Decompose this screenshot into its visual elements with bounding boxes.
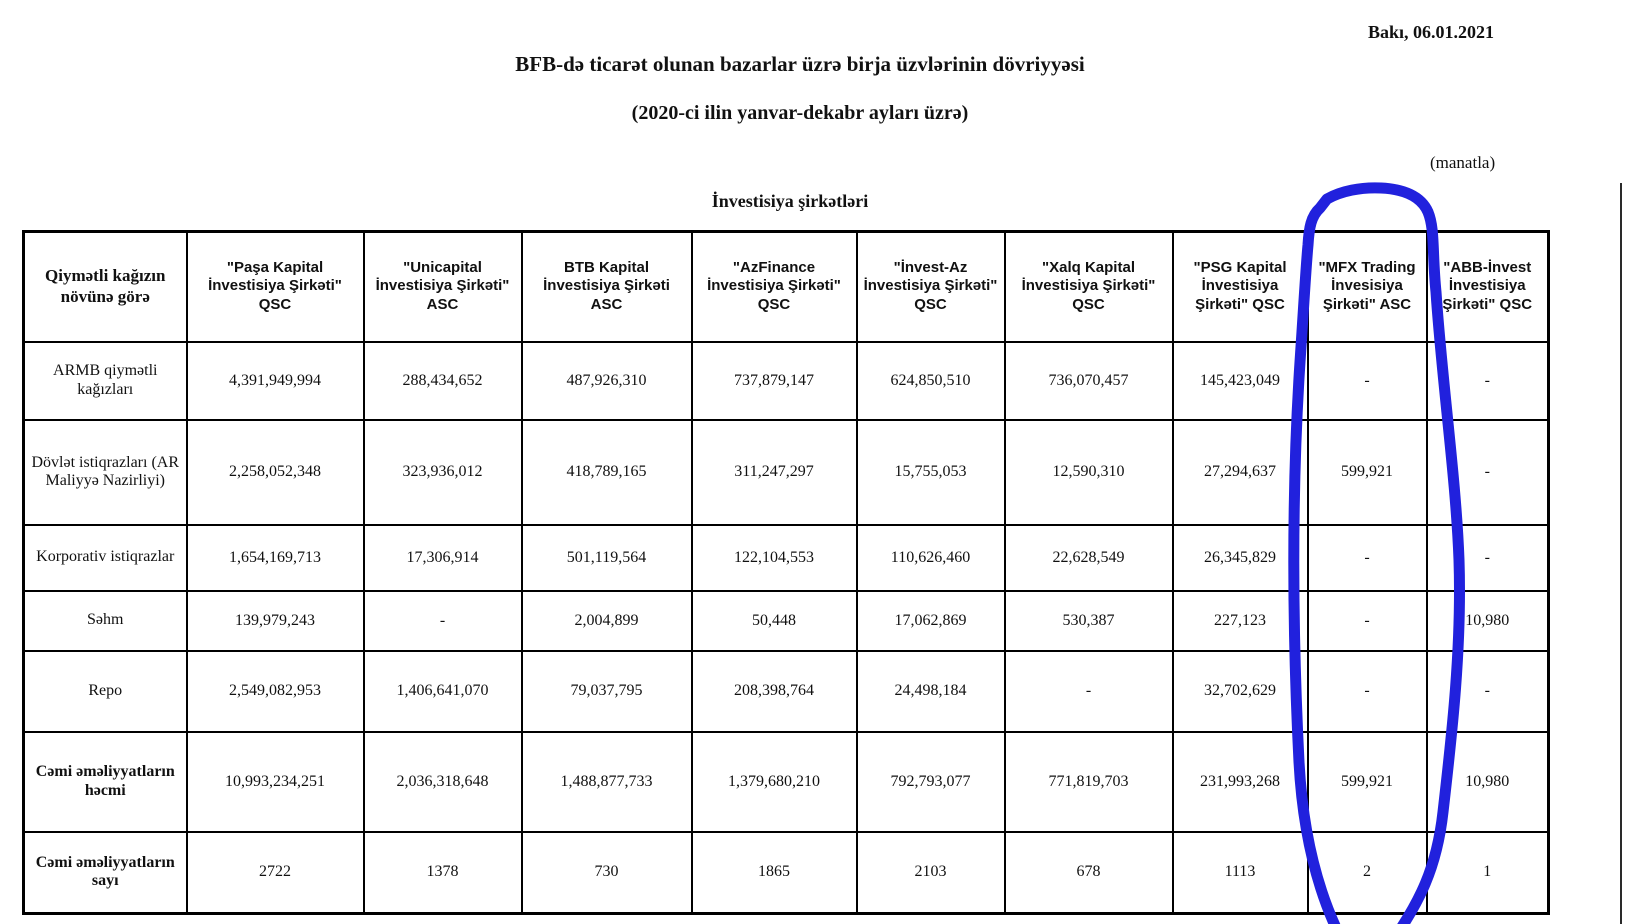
column-header-company: "Paşa Kapital İnvestisiya Şirkəti" QSC <box>187 232 364 342</box>
table-cell: 139,979,243 <box>187 591 364 651</box>
table-cell: 624,850,510 <box>857 342 1005 420</box>
table-cell: 730 <box>522 832 692 914</box>
table-cell: 487,926,310 <box>522 342 692 420</box>
document-title: BFB-də ticarət olunan bazarlar üzrə birja üzvlərinin dövriyyəsi <box>515 52 1085 76</box>
table-cell: 208,398,764 <box>692 651 857 732</box>
table-row <box>24 525 1549 591</box>
table-cell: 50,448 <box>692 591 857 651</box>
table-cell: 1113 <box>1173 832 1308 914</box>
table-continuation-border <box>1620 183 1622 924</box>
table-cell: - <box>1308 525 1427 591</box>
table-cell: 15,755,053 <box>857 420 1005 525</box>
table-cell: 1 <box>1427 832 1549 914</box>
row-label: Dövlət istiqrazları (AR Maliyyə Nazirliyi) <box>24 420 187 525</box>
table-cell: 32,702,629 <box>1173 651 1308 732</box>
table-cell: 2,004,899 <box>522 591 692 651</box>
table-row <box>24 651 1549 732</box>
column-header-company: "Xalq Kapital İnvestisiya Şirkəti" QSC <box>1005 232 1173 342</box>
table-cell: 1,654,169,713 <box>187 525 364 591</box>
table-cell: 231,993,268 <box>1173 732 1308 832</box>
table-cell: 10,980 <box>1427 732 1549 832</box>
column-header-company: BTB Kapital İnvestisiya Şirkəti ASC <box>522 232 692 342</box>
table-cell: 599,921 <box>1308 420 1427 525</box>
table-cell: 17,306,914 <box>364 525 522 591</box>
table-cell: 288,434,652 <box>364 342 522 420</box>
table-cell: 736,070,457 <box>1005 342 1173 420</box>
currency-unit-note: (manatla) <box>1430 153 1496 172</box>
column-header-security-type: Qiymətli kağızın növünə görə <box>24 232 187 342</box>
table-cell: 2,549,082,953 <box>187 651 364 732</box>
table-cell: 792,793,077 <box>857 732 1005 832</box>
row-label: Cəmi əməliyyatların həcmi <box>24 732 187 832</box>
table-cell: 737,879,147 <box>692 342 857 420</box>
row-label: Cəmi əməliyyatların sayı <box>24 832 187 914</box>
table-cell: 771,819,703 <box>1005 732 1173 832</box>
table-cell: 122,104,553 <box>692 525 857 591</box>
table-cell: 1865 <box>692 832 857 914</box>
table-cell: 227,123 <box>1173 591 1308 651</box>
table-cell: - <box>1308 591 1427 651</box>
column-header-company: "Unicapital İnvestisiya Şirkəti" ASC <box>364 232 522 342</box>
table-cell: - <box>1427 420 1549 525</box>
table-header <box>24 232 1549 342</box>
table-row <box>24 832 1549 914</box>
table-cell: - <box>1005 651 1173 732</box>
table-cell: 530,387 <box>1005 591 1173 651</box>
document-date: Bakı, 06.01.2021 <box>1368 22 1495 42</box>
table-cell: 2,258,052,348 <box>187 420 364 525</box>
table-group-header: İnvestisiya şirkətləri <box>711 191 869 211</box>
table-cell: 24,498,184 <box>857 651 1005 732</box>
table-cell: 2103 <box>857 832 1005 914</box>
row-label: Korporativ istiqrazlar <box>24 525 187 591</box>
table-row <box>24 420 1549 525</box>
table-body <box>24 342 1549 914</box>
table-cell: 27,294,637 <box>1173 420 1308 525</box>
table-cell: - <box>1427 525 1549 591</box>
row-label: Səhm <box>24 591 187 651</box>
turnover-table <box>22 230 1550 915</box>
row-label: Repo <box>24 651 187 732</box>
table-cell: 17,062,869 <box>857 591 1005 651</box>
table-cell: - <box>1427 651 1549 732</box>
table-cell: 10,980 <box>1427 591 1549 651</box>
table-cell: 2722 <box>187 832 364 914</box>
table-row <box>24 342 1549 420</box>
table-cell: 1378 <box>364 832 522 914</box>
table-cell: 1,406,641,070 <box>364 651 522 732</box>
table-cell: - <box>1427 342 1549 420</box>
document-subtitle: (2020-ci ilin yanvar-dekabr ayları üzrə) <box>631 102 969 124</box>
table-cell: - <box>1308 342 1427 420</box>
column-header-company: "ABB-İnvest İnvestisiya Şirkəti" QSC <box>1427 232 1549 342</box>
table-cell: - <box>364 591 522 651</box>
data-table-container <box>22 230 1550 915</box>
table-cell: 501,119,564 <box>522 525 692 591</box>
table-cell: 79,037,795 <box>522 651 692 732</box>
table-cell: 678 <box>1005 832 1173 914</box>
column-header-company: "PSG Kapital İnvestisiya Şirkəti" QSC <box>1173 232 1308 342</box>
table-cell: 1,379,680,210 <box>692 732 857 832</box>
table-row <box>24 732 1549 832</box>
table-cell: 599,921 <box>1308 732 1427 832</box>
table-cell: 2,036,318,648 <box>364 732 522 832</box>
table-cell: 12,590,310 <box>1005 420 1173 525</box>
table-cell: 26,345,829 <box>1173 525 1308 591</box>
table-cell: 10,993,234,251 <box>187 732 364 832</box>
row-label: ARMB qiymətli kağızları <box>24 342 187 420</box>
table-cell: 4,391,949,994 <box>187 342 364 420</box>
table-cell: 323,936,012 <box>364 420 522 525</box>
column-header-company: "AzFinance İnvestisiya Şirkəti" QSC <box>692 232 857 342</box>
table-row <box>24 591 1549 651</box>
table-cell: 311,247,297 <box>692 420 857 525</box>
table-cell: 1,488,877,733 <box>522 732 692 832</box>
table-cell: 2 <box>1308 832 1427 914</box>
table-header-row <box>24 232 1549 342</box>
table-cell: 110,626,460 <box>857 525 1005 591</box>
table-cell: - <box>1308 651 1427 732</box>
column-header-company: "İnvest-Az İnvestisiya Şirkəti" QSC <box>857 232 1005 342</box>
table-cell: 418,789,165 <box>522 420 692 525</box>
table-cell: 145,423,049 <box>1173 342 1308 420</box>
column-header-company: "MFX Trading İnvesisiya Şirkəti" ASC <box>1308 232 1427 342</box>
table-cell: 22,628,549 <box>1005 525 1173 591</box>
